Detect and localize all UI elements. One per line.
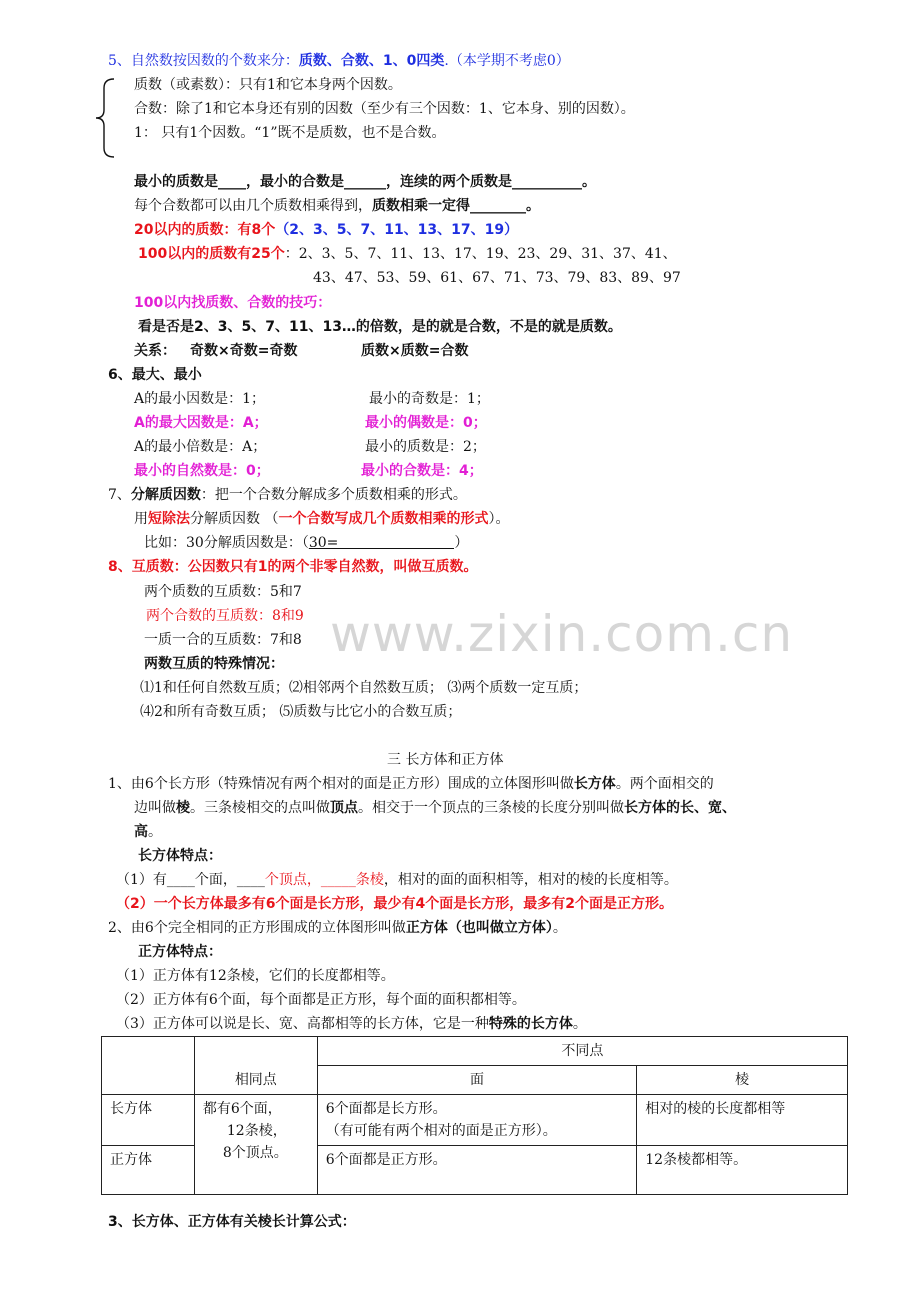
cube-features-title: 正方体特点： <box>138 944 222 960</box>
sec7-heading: 7、分解质因数：把一个合数分解成多个质数相乘的形式。 <box>108 487 467 503</box>
cuboid-definition-line2: 边叫做棱。三条棱相交的点叫做顶点。相交于一个顶点的三条棱的长度分别叫做长方体的长、宽、 <box>134 800 736 816</box>
primes-under-100-cont: 43、47、53、59、61、67、71、73、79、83、89、97 <box>313 270 681 286</box>
same-points-cell <box>194 1095 317 1195</box>
cuboid-face-note: （有可能有两个相对的面是正方形）。 <box>325 1123 557 1139</box>
table-header-row <box>102 1037 848 1066</box>
coprime-mixed: 一质一合的互质数：7和8 <box>144 632 302 648</box>
cube-feature-1: （1）正方体有12条棱，它们的长度都相等。 <box>116 968 395 984</box>
coprime-two-primes: 两个质数的互质数：5和7 <box>144 584 302 600</box>
cube-face-cell: 6个面都是正方形。 <box>317 1146 637 1195</box>
min-prime: 最小的质数是：2； <box>365 439 486 455</box>
same-vertices: 8个顶点。 <box>222 1145 288 1161</box>
min-multiple-a: A的最小倍数是：A； <box>134 439 267 455</box>
relation-label: 关系： <box>134 343 176 359</box>
table-row <box>102 1095 848 1146</box>
coprime-special-title: 两数互质的特殊情况： <box>144 656 284 672</box>
edge-header: 棱 <box>637 1066 848 1095</box>
watermark: www.zixin.com.cn <box>330 605 794 663</box>
min-odd: 最小的奇数是：1； <box>369 391 490 407</box>
tips-title: 100以内找质数、合数的技巧： <box>134 295 332 311</box>
one-definition: 1： 只有1个因数。“1”既不是质数，也不是合数。 <box>134 125 446 141</box>
sec8-heading: 8、互质数：公因数只有1的两个非零自然数，叫做互质数。 <box>108 559 478 575</box>
row-label-cuboid: 长方体 <box>102 1095 195 1146</box>
cuboid-features-title: 长方体特点： <box>138 848 222 864</box>
factorize-example: 比如：30分解质因数是：（30= ） <box>144 535 469 551</box>
cuboid-feature-1: （1）有____个面，____个顶点，_____条棱，相对的面的面积相等，相对的棱的长度相等。 <box>116 872 678 888</box>
left-brace-icon <box>94 78 116 158</box>
edge-formula-heading: 3、长方体、正方体有关棱长计算公式： <box>108 1214 356 1230</box>
cube-edge-cell: 12条棱都相等。 <box>637 1146 848 1195</box>
relation-prime: 质数×质数=合数 <box>361 343 469 359</box>
coprime-special-2: ⑷2和所有奇数互质； ⑸质数与比它小的合数互质； <box>140 704 462 720</box>
coprime-special-1: ⑴1和任何自然数互质；⑵相邻两个自然数互质； ⑶两个质数一定互质； <box>140 680 588 696</box>
part3-title: 三 长方体和正方体 <box>387 752 504 768</box>
prime-product-line: 每个合数都可以由几个质数相乘得到，质数相乘一定得________。 <box>134 198 540 214</box>
tips-body: 看是否是2、3、5、7、11、13…的倍数，是的就是合数，不是的就是质数。 <box>138 319 622 335</box>
cuboid-face-cell <box>317 1095 637 1146</box>
diff-header: 不同点 <box>317 1037 847 1066</box>
cuboid-edge-cell: 相对的棱的长度都相等 <box>637 1095 848 1146</box>
cuboid-feature-2: （2）一个长方体最多有6个面是长方形，最少有4个面是长方形，最多有2个面是正方形。 <box>116 896 673 912</box>
min-even: 最小的偶数是：0； <box>365 415 487 431</box>
sec5-heading: 5、自然数按因数的个数来分：质数、合数、1、0四类.（本学期不考虑0） <box>108 53 570 69</box>
min-composite: 最小的合数是：4； <box>361 463 483 479</box>
same-header: 相同点 <box>194 1037 317 1095</box>
prime-definition: 质数（或素数）：只有1和它本身两个因数。 <box>134 77 402 93</box>
min-factor-a: A的最小因数是：1； <box>134 391 266 407</box>
face-header: 面 <box>317 1066 637 1095</box>
smallest-prime-question: 最小的质数是____，最小的合数是______，连续的两个质数是__________。 <box>134 174 596 190</box>
same-edges: 12条棱， <box>226 1123 287 1139</box>
relation-odd: 奇数×奇数=奇数 <box>190 343 298 359</box>
cuboid-definition-line3: 高。 <box>134 824 162 840</box>
cuboid-face-text: 6个面都是长方形。 <box>325 1101 447 1117</box>
short-division-line: 用短除法分解质因数 （一个合数写成几个质数相乘的形式）。 <box>134 511 510 527</box>
cube-feature-3: （3）正方体可以说是长、宽、高都相等的长方体，它是一种特殊的长方体。 <box>116 1016 587 1032</box>
primes-under-100: 100以内的质数有25个：2、3、5、7、11、13、17、19、23、29、31、37、41、 <box>138 246 677 262</box>
comparison-table <box>101 1036 848 1195</box>
coprime-two-composites: 两个合数的互质数：8和9 <box>146 608 304 624</box>
cube-feature-2: （2）正方体有6个面，每个面都是正方形，每个面的面积都相等。 <box>116 992 526 1008</box>
same-faces: 都有6个面， <box>202 1101 282 1117</box>
composite-definition: 合数：除了1和它本身还有别的因数（至少有三个因数：1、它本身、别的因数）。 <box>134 101 635 117</box>
cube-definition: 2、由6个完全相同的正方形围成的立体图形叫做正方体（也叫做立方体）。 <box>108 920 567 936</box>
min-natural: 最小的自然数是：0； <box>134 463 270 479</box>
primes-under-20: 20以内的质数：有8个（2、3、5、7、11、13、17、19） <box>134 222 519 238</box>
max-factor-a: A的最大因数是：A； <box>134 415 268 431</box>
row-label-cube: 正方体 <box>102 1146 195 1195</box>
cuboid-definition-line1: 1、由6个长方形（特殊情况有两个相对的面是正方形）围成的立体图形叫做长方体。两个面相交的 <box>108 776 714 792</box>
sec6-heading: 6、最大、最小 <box>108 367 202 383</box>
table-corner-cell <box>102 1037 195 1095</box>
